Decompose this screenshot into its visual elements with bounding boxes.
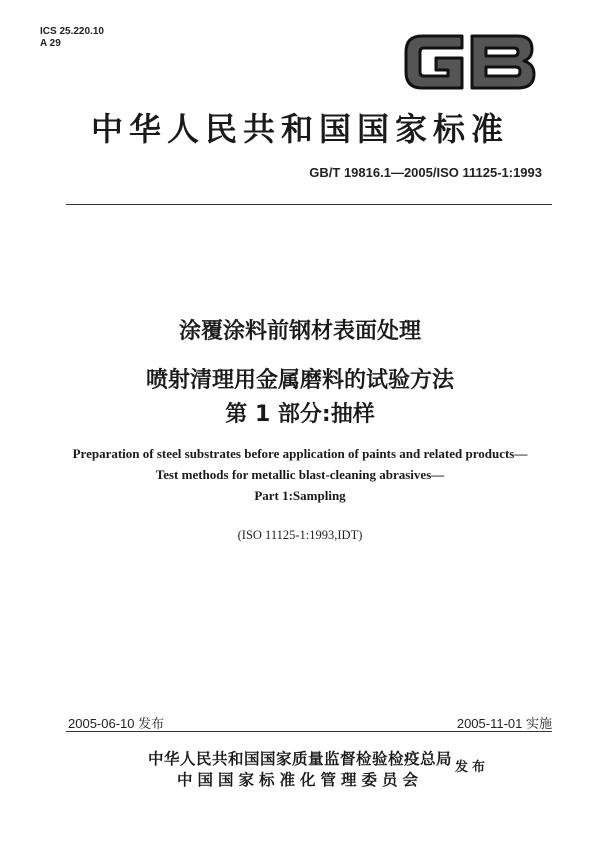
english-title-line-3: Part 1:Sampling <box>254 488 346 503</box>
gb-logo-g-shape <box>406 36 462 88</box>
gb-logo-b-shape <box>472 36 534 88</box>
english-title-line-1: Preparation of steel substrates before application of paints and related products— <box>72 446 528 461</box>
standard-number: GB/T 19816.1—2005/ISO 11125-1:1993 <box>309 165 542 180</box>
iso-reference: (ISO 11125-1:1993,IDT) <box>237 528 363 542</box>
top-divider <box>66 204 552 205</box>
issuer-line-1: 中华人民共和国国家质量监督检验检疫总局 <box>147 750 452 768</box>
chinese-title-line-3: 第 1 部分:抽样 <box>225 402 375 427</box>
gb-logo <box>400 28 538 96</box>
implementation-date: 2005-11-01 实施 <box>456 716 552 731</box>
issuer-line-2: 中国国家标准化管理委员会 <box>176 771 423 789</box>
ccs-code: A 29 <box>40 38 61 49</box>
publish-label: 发布 <box>455 760 490 775</box>
issue-date: 2005-06-10 发布 <box>68 716 165 731</box>
ics-code: ICS 25.220.10 <box>40 26 104 37</box>
bottom-divider <box>66 731 552 732</box>
classification-codes <box>40 26 104 50</box>
chinese-title-line-1: 涂覆涂料前钢材表面处理 <box>178 319 421 344</box>
standard-header-title: 中华人民共和国国家标准 <box>90 110 509 148</box>
chinese-title-line-2: 喷射清理用金属磨料的试验方法 <box>145 368 454 393</box>
english-title-line-2: Test methods for metallic blast-cleaning abrasives— <box>155 467 445 482</box>
